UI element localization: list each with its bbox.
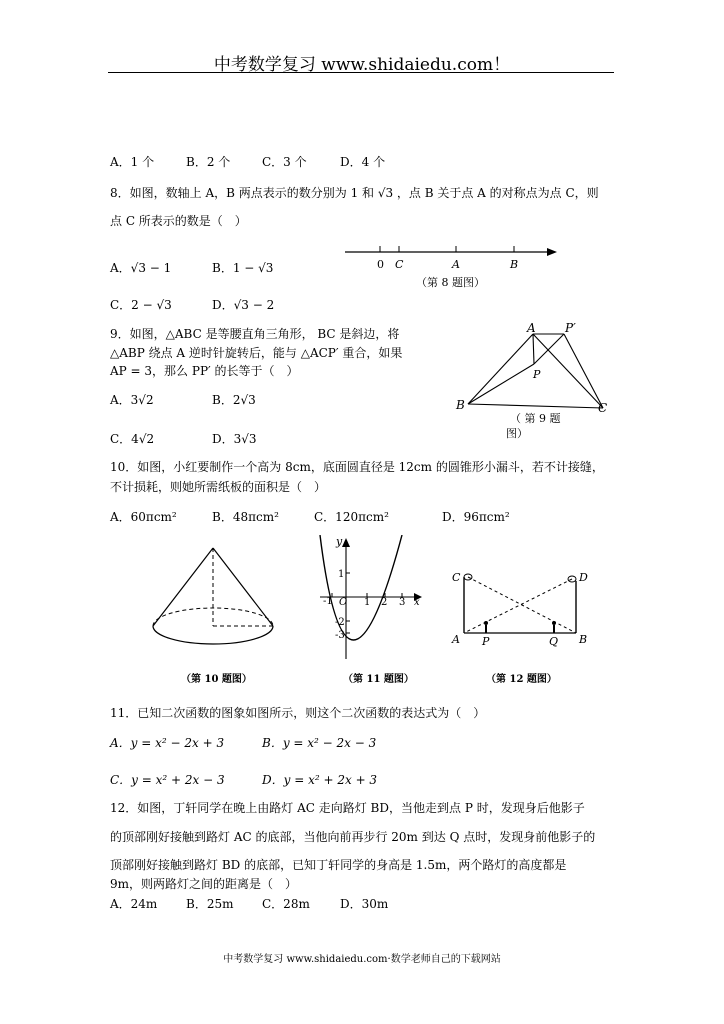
segment-ab: [468, 334, 533, 404]
q10-stem-line1: 10．如图，小红要制作一个高为 8cm，底面圆直径是 12cm 的圆锥形小漏斗，若不计接缝，: [110, 460, 604, 474]
light-ray-d: [464, 579, 572, 633]
fig12-street-lamps: [448, 565, 598, 690]
q11-option-c: C．y = x² + 2x − 3: [110, 773, 225, 787]
q10-option-d: D．96πcm²: [442, 510, 510, 524]
parabola-curve: [320, 535, 402, 640]
q11-stem: 11．已知二次函数的图象如图所示，则这个二次函数的表达式为（ ）: [110, 706, 486, 720]
q11-option-a: A．y = x² − 2x + 3: [110, 736, 225, 750]
label-d: D: [579, 571, 588, 584]
q10-stem-line2: 不计损耗，则她所需纸板的面积是（ ）: [110, 480, 327, 494]
label-p: P: [533, 368, 541, 381]
label-x: x: [414, 597, 420, 608]
page-footer: 中考数学复习 www.shidaiedu.com·数学老师自己的下载网站: [223, 954, 501, 965]
q8-option-a: A．√3 − 1: [110, 261, 172, 275]
q8-stem-line2: 点 C 所表示的数是（ ）: [110, 214, 247, 228]
q11-option-d: D．y = x² + 2x + 3: [262, 773, 378, 787]
person-q-head: [552, 621, 556, 625]
q10-option-a: A．60πcm²: [110, 510, 177, 524]
label-y-2: -2: [335, 617, 345, 628]
q8-option-c: C．2 − √3: [110, 298, 172, 312]
cone-base-back: [153, 608, 273, 626]
q12-option-d: D．30m: [340, 897, 389, 911]
q9-stem-line2: △ABP 绕点 A 逆时针旋转后，能与 △ACP′ 重合，如果: [110, 346, 403, 360]
fig12-caption: （第 12 题图）: [486, 674, 557, 685]
q9-option-b: B．2√3: [212, 393, 256, 407]
cone-left-slant: [153, 548, 213, 626]
cone-base-front: [153, 626, 273, 644]
q12-stem-line3: 顶部刚好接触到路灯 BD 的底部，已知丁轩同学的身高是 1.5m，两个路灯的高度都是: [110, 858, 567, 872]
fig11-caption: （第 11 题图）: [343, 674, 414, 685]
label-a: A: [452, 633, 460, 646]
segment-p-prime-c: [564, 334, 603, 408]
segment-ac: [533, 334, 603, 408]
q12-stem-line1: 12．如图，丁轩同学在晚上由路灯 AC 走向路灯 BD，当他走到点 P 时，发现身后他影子: [110, 801, 585, 815]
label-q: Q: [549, 635, 559, 648]
segment-pp-prime: [534, 334, 564, 364]
label-x2: 2: [381, 597, 388, 608]
fig11-parabola: [318, 535, 428, 690]
number-line-arrow: [547, 248, 557, 256]
q9-stem-line1: 9．如图，△ABC 是等腰直角三角形， BC 是斜边，将: [110, 327, 400, 341]
cone-right-slant: [213, 548, 273, 626]
label-p: P: [482, 635, 490, 648]
q7-option-b: B．2 个: [186, 155, 231, 169]
label-c: C: [452, 571, 461, 584]
q9-caption-line2: 图）: [506, 427, 528, 440]
q9-option-d: D．3√3: [212, 432, 257, 446]
segment-ap: [533, 334, 534, 364]
q9-option-c: C．4√2: [110, 432, 155, 446]
label-b: B: [510, 258, 519, 271]
label-a: A: [527, 321, 536, 335]
q12-stem-line2: 的顶部刚好接触到路灯 AC 的底部，当他向前再步行 20m 到达 Q 点时，发现身前他影子的: [110, 830, 596, 844]
label-b: B: [579, 633, 588, 646]
q10-option-b: B．48πcm²: [212, 510, 279, 524]
label-b: B: [456, 398, 465, 412]
header-divider: [108, 72, 614, 73]
label-0: 0: [377, 258, 384, 271]
q9-caption-line1: （ 第 9 题: [510, 412, 561, 425]
person-p-head: [484, 621, 488, 625]
label-y-3: -3: [335, 630, 345, 641]
q12-option-a: A．24m: [110, 897, 158, 911]
label-p-prime: P′: [565, 321, 576, 335]
q12-stem-line4: 9m，则两路灯之间的距离是（ ）: [110, 877, 298, 891]
label-x-1: -1: [323, 596, 333, 607]
label-origin: O: [339, 597, 348, 608]
page-header-title: 中考数学复习 www.shidaiedu.com！: [213, 55, 511, 75]
q9-triangle-figure: [448, 320, 618, 445]
q12-option-b: B．25m: [186, 897, 234, 911]
q8-number-line-figure: [340, 238, 565, 298]
q8-option-d: D．√3 − 2: [212, 298, 275, 312]
q8-stem-line1: 8．如图，数轴上 A，B 两点表示的数分别为 1 和 √3 ，点 B 关于点 A 的对称点为点 C，则: [110, 186, 599, 200]
label-x1: 1: [364, 597, 371, 608]
q7-option-c: C．3 个: [262, 155, 307, 169]
segment-bc: [468, 404, 603, 408]
label-y1: 1: [338, 569, 345, 580]
label-c: C: [395, 258, 404, 271]
fig10-caption: （第 10 题图）: [181, 674, 252, 685]
fig10-cone: [145, 540, 285, 690]
q8-option-b: B．1 − √3: [212, 261, 274, 275]
q7-option-d: D．4 个: [340, 155, 386, 169]
q11-option-b: B．y = x² − 2x − 3: [262, 736, 377, 750]
segment-pb: [468, 364, 534, 404]
q12-option-c: C．28m: [262, 897, 310, 911]
label-x3: 3: [399, 597, 406, 608]
q7-option-a: A．1 个: [110, 155, 155, 169]
q9-stem-line3: AP = 3，那么 PP′ 的长等于（ ）: [110, 364, 299, 378]
label-a: A: [452, 258, 460, 271]
q10-option-c: C．120πcm²: [314, 510, 389, 524]
q9-option-a: A．3√2: [110, 393, 154, 407]
q8-figure-caption: （第 8 题图）: [416, 276, 485, 289]
y-axis-arrow: [342, 538, 350, 547]
label-c: C: [598, 401, 608, 415]
label-y: y: [336, 535, 343, 548]
